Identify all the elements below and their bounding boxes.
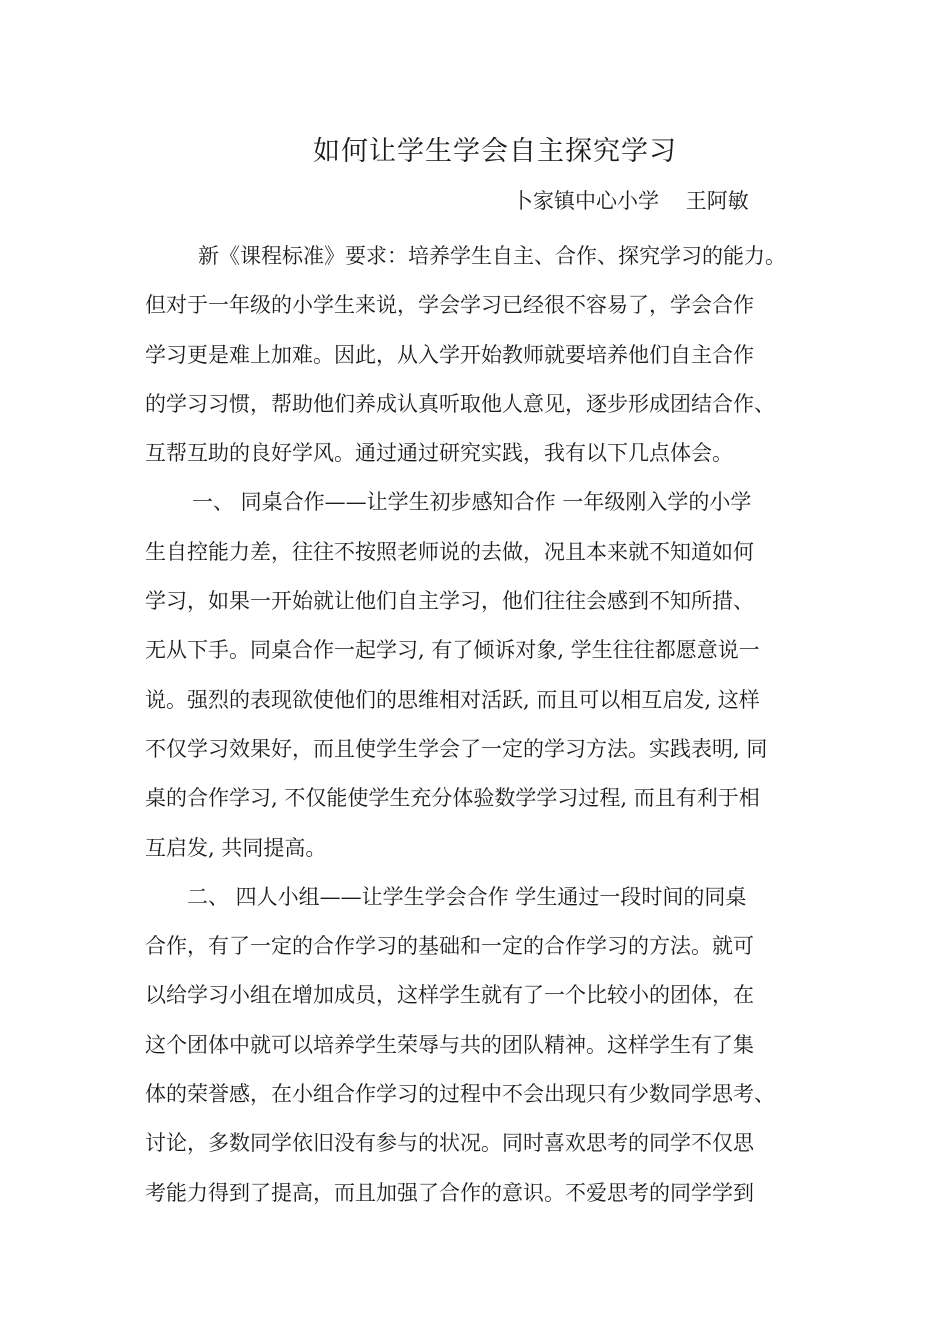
text-line: 互帮互助的良好学风。通过通过研究实践，我有以下几点体会。 xyxy=(145,441,733,466)
text-line: 生自控能力差，往往不按照老师说的去做，况且本来就不知道如何 xyxy=(145,539,754,564)
text-line: 这个团体中就可以培养学生荣辱与共的团队精神。这样学生有了集 xyxy=(145,1032,754,1057)
document-author: 卜家镇中心小学 王阿敏 xyxy=(512,189,749,213)
text-line: 但对于一年级的小学生来说，学会学习已经很不容易了，学会合作 xyxy=(145,293,754,318)
section-heading-line: 二、 四人小组——让学生学会合作 学生通过一段时间的同桌 xyxy=(187,884,747,909)
text-line: 以给学习小组在增加成员，这样学生就有了一个比较小的团体，在 xyxy=(145,983,754,1008)
text-line: 互启发, 共同提高。 xyxy=(145,835,327,860)
text-line: 考能力得到了提高，而且加强了合作的意识。不爱思考的同学学到 xyxy=(145,1180,754,1205)
text-line: 说。强烈的表现欲使他们的思维相对活跃, 而且可以相互启发, 这样 xyxy=(145,687,760,712)
text-line: 合作，有了一定的合作学习的基础和一定的合作学习的方法。就可 xyxy=(145,934,754,959)
text-line: 新《课程标准》要求：培养学生自主、合作、探究学习的能力。 xyxy=(198,244,786,268)
text-line: 讨论，多数同学依旧没有参与的状况。同时喜欢思考的同学不仅思 xyxy=(145,1131,754,1156)
text-line: 桌的合作学习, 不仅能使学生充分体验数学学习过程, 而且有利于相 xyxy=(145,786,760,811)
document-title: 如何让学生学会自主探究学习 xyxy=(313,136,677,167)
text-line: 的学习习惯，帮助他们养成认真听取他人意见，逐步形成团结合作、 xyxy=(145,391,775,416)
document-body xyxy=(145,232,835,1218)
text-line: 体的荣誉感，在小组合作学习的过程中不会出现只有少数同学思考、 xyxy=(145,1082,775,1107)
text-line: 不仅学习效果好，而且使学生学会了一定的学习方法。实践表明, 同 xyxy=(145,736,768,761)
text-line: 无从下手。同桌合作一起学习, 有了倾诉对象, 学生往往都愿意说一 xyxy=(145,638,760,663)
text-line: 学习更是难上加难。因此，从入学开始教师就要培养他们自主合作 xyxy=(145,342,754,367)
text-line: 学习，如果一开始就让他们自主学习，他们往往会感到不知所措、 xyxy=(145,589,754,614)
section-heading-line: 一、 同桌合作——让学生初步感知合作 一年级刚入学的小学 xyxy=(192,490,752,515)
